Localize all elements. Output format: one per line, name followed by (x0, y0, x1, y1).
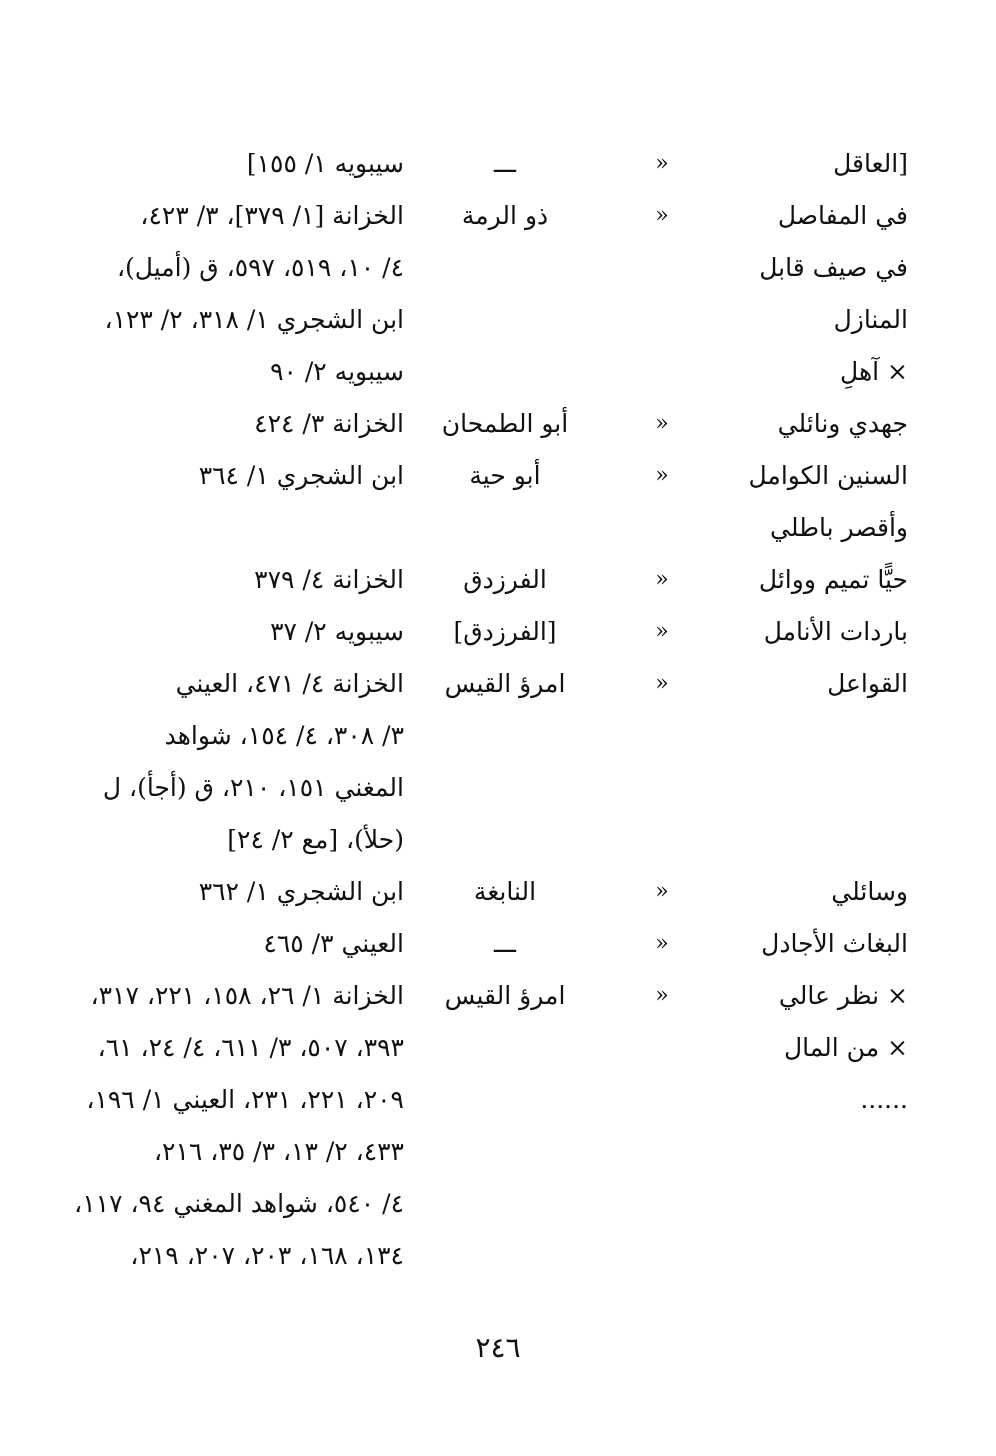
index-entry-row (0, 502, 996, 554)
poet-name: [الفرزدق] (453, 617, 557, 646)
index-entry-row (0, 606, 996, 658)
index-entry-row (0, 242, 996, 294)
ditto-mark: « (655, 567, 669, 592)
source-reference: ٤/ ٥٤٠، شواهد المغني ٩٤، ١١٧، (74, 1189, 404, 1218)
index-entry-row (0, 866, 996, 918)
rhyme-word (638, 1178, 908, 1230)
ditto-mark (650, 346, 674, 398)
index-entry-row (0, 138, 996, 190)
index-entry-row (0, 1126, 996, 1178)
rhyme-word: في صيف قابل (759, 253, 908, 282)
poet-name (420, 294, 590, 346)
index-entry-row (0, 190, 996, 242)
poet-name (420, 814, 590, 866)
rhyme-word (638, 814, 908, 866)
source-reference: الخزانة [١/ ٣٧٩]، ٣/ ٤٢٣، (140, 201, 404, 230)
ditto-mark (650, 762, 674, 814)
poet-name (420, 346, 590, 398)
rhyme-word: ...... (860, 1085, 908, 1114)
source-reference: ابن الشجري ١/ ٣٦٢ (198, 877, 404, 906)
rhyme-word (638, 1230, 908, 1282)
poet-name: النابغة (473, 877, 537, 906)
rhyme-word: في المفاصل (777, 201, 908, 230)
page-number: ٢٤٦ (475, 1331, 521, 1364)
poet-name: امرؤ القيس (444, 669, 566, 698)
source-reference: ٣/ ٣٠٨، ٤/ ١٥٤، شواهد (164, 721, 404, 750)
index-entry-row (0, 762, 996, 814)
poet-name (420, 502, 590, 554)
ditto-mark: « (655, 411, 669, 436)
source-reference: الخزانة ٣/ ٤٢٤ (254, 409, 404, 438)
rhyme-word: القواعل (827, 669, 908, 698)
ditto-mark (650, 814, 674, 866)
source-reference: ابن الشجري ١/ ٣٦٤ (198, 461, 404, 490)
index-entry-row (0, 554, 996, 606)
index-entry-row (0, 1230, 996, 1282)
ditto-mark (650, 242, 674, 294)
source-reference: العيني ٣/ ٤٦٥ (263, 929, 404, 958)
poet-name (420, 242, 590, 294)
source-reference: ٣٩٣، ٥٠٧، ٣/ ٦١١، ٤/ ٢٤، ٦١، (97, 1033, 404, 1062)
index-entry-row (0, 814, 996, 866)
index-entry-row (0, 918, 996, 970)
rhyme-word: [العاقل (833, 149, 908, 178)
poet-name (420, 1022, 590, 1074)
source-reference: ابن الشجري ١/ ٣١٨، ٢/ ١٢٣، (104, 305, 404, 334)
poet-name: الفرزدق (463, 565, 547, 594)
poet-name: ـــ (494, 929, 516, 958)
index-entry-row (0, 658, 996, 710)
source-reference: سيبويه ٢/ ٩٠ (270, 357, 404, 386)
rhyme-word: × من المال (783, 1033, 908, 1062)
ditto-mark (650, 1074, 674, 1126)
rhyme-word: × آهلِ (840, 357, 908, 386)
rhyme-word (638, 762, 908, 814)
poet-name (420, 1126, 590, 1178)
rhyme-word: وأقصر باطلي (770, 513, 908, 542)
poet-name (420, 762, 590, 814)
source-reference: سيبويه ١/ ١٥٥] (246, 149, 404, 178)
ditto-mark (650, 1022, 674, 1074)
source-reference (78, 502, 404, 554)
source-reference: الخزانة ٤/ ٤٧١، العيني (175, 669, 404, 698)
ditto-mark (650, 1230, 674, 1282)
ditto-mark: « (655, 619, 669, 644)
source-reference: سيبويه ٢/ ٣٧ (270, 617, 404, 646)
index-entry-row (0, 294, 996, 346)
poet-name: ذو الرمة (461, 201, 549, 230)
index-entry-row (0, 1074, 996, 1126)
rhyme-word: المنازل (833, 305, 908, 334)
poet-name: ـــ (494, 149, 516, 178)
rhyme-word: البغاث الأجادل (761, 929, 908, 958)
source-reference: الخزانة ١/ ٢٦، ١٥٨، ٢٢١، ٣١٧، (90, 981, 404, 1010)
index-entry-row (0, 970, 996, 1022)
poet-name (420, 710, 590, 762)
index-entry-row (0, 450, 996, 502)
ditto-mark (650, 502, 674, 554)
index-entry-row (0, 1178, 996, 1230)
source-reference: ٤٣٣، ٢/ ١٣، ٣/ ٣٥، ٢١٦، (153, 1137, 404, 1166)
index-entry-row (0, 710, 996, 762)
poet-name (420, 1178, 590, 1230)
ditto-mark (650, 1126, 674, 1178)
ditto-mark: « (655, 151, 669, 176)
poet-name: امرؤ القيس (444, 981, 566, 1010)
ditto-mark: « (655, 879, 669, 904)
index-entry-row (0, 1022, 996, 1074)
rhyme-word: جهدي ونائلي (777, 409, 908, 438)
index-entry-row (0, 346, 996, 398)
ditto-mark: « (655, 463, 669, 488)
poet-name: أبو حية (469, 461, 541, 490)
ditto-mark: « (655, 203, 669, 228)
ditto-mark (650, 1178, 674, 1230)
source-reference: الخزانة ٤/ ٣٧٩ (254, 565, 404, 594)
ditto-mark (650, 294, 674, 346)
ditto-mark (650, 710, 674, 762)
rhyme-word: السنين الكوامل (748, 461, 908, 490)
ditto-mark: « (655, 931, 669, 956)
source-reference: (حلأ)، [مع ٢/ ٢٤] (227, 825, 404, 854)
poet-name (420, 1074, 590, 1126)
source-reference: ١٣٤، ١٦٨، ٢٠٣، ٢٠٧، ٢١٩، (130, 1241, 404, 1270)
source-reference: ٢٠٩، ٢٢١، ٢٣١، العيني ١/ ١٩٦، (86, 1085, 404, 1114)
poet-name: أبو الطمحان (441, 409, 569, 438)
source-reference: ٤/ ١٠، ٥١٩، ٥٩٧، ق (أميل)، (116, 253, 404, 282)
rhyme-word: وسائلي (831, 877, 908, 906)
source-reference: المغني ١٥١، ٢١٠، ق (أجأ)، ل (102, 773, 404, 802)
rhyme-word (638, 710, 908, 762)
rhyme-word: باردات الأنامل (763, 617, 908, 646)
rhyme-word: × نظر عالي (778, 981, 908, 1010)
index-entry-row (0, 398, 996, 450)
poet-name (420, 1230, 590, 1282)
ditto-mark: « (655, 983, 669, 1008)
rhyme-word: حيًّا تميم ووائل (758, 565, 908, 594)
ditto-mark: « (655, 671, 669, 696)
rhyme-word (638, 1126, 908, 1178)
